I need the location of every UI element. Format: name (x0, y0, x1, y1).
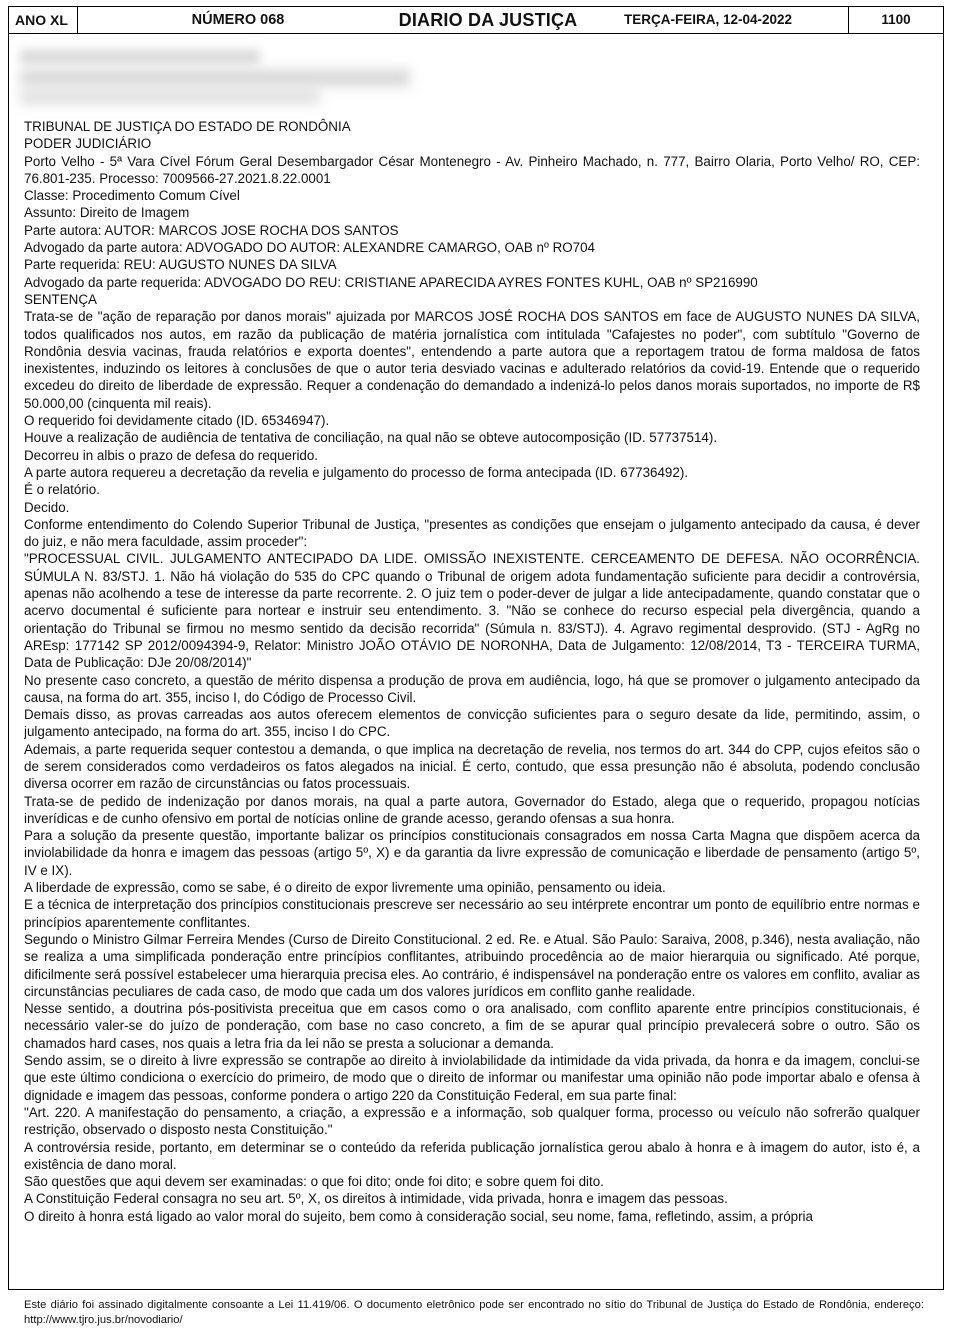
paragraph: Demais disso, as provas carreadas aos autos oferecem elementos de convicção suficientes para o seguro desate da lide, permitindo, assim, o julgamento antecipado, na forma do art. 355, inciso I do CPC. (24, 707, 920, 740)
paragraph: Sendo assim, se o direito à livre expressão se contrapõe ao direito à inviolabilidade da intimidade da vida privada, da honra e da imagem, conclui-se que este último condiciona o exercício do primeiro, de modo que o direito de informar ou manifestar uma opinião não pode importar abalo e ofensa à dignidade e imagem das pessoas, conforme pondera o artigo 220 da Constituição Federal, em sua parte final: (24, 1053, 920, 1103)
court-division: PODER JUDICIÁRIO (24, 136, 152, 152)
journal-title: DIARIO DA JUSTIÇA (398, 10, 578, 30)
section-heading: SENTENÇA (24, 291, 97, 307)
paragraph: Trata-se de "ação de reparação por danos morais" ajuizada por MARCOS JOSÉ ROCHA DOS SANTOS em face de AUGUSTO NUNES DA SILVA, todos qualificados nos autos, em razão da publicação de matéria jornalística com intitulada "Cafajestes no poder", com subtítulo "Governo de Rondônia desvia vacinas, frauda relatórios e exporta doentes", entendendo a parte autora que a reportagem tratou de forma maldosa de fatos inexistentes, induzindo os leitores à conclusões de que o autor teria desviado vacinas e adulterado relatórios da covid-19. Entende que o requerido excedeu do direito de liberdade de expressão. Requer a condenação do demandado a indenizá-lo pelos danos morais suportados, no importe de R$ 50.000,00 (cinquenta mil reais). (24, 309, 920, 411)
paragraph: A Constituição Federal consagra no seu art. 5º, X, os direitos à intimidade, vida privada, honra e imagem das pessoas. (24, 1191, 728, 1207)
paragraph: Para a solução da presente questão, importante balizar os princípios constitucionais consagrados em nossa Carta Magna que dispõem acerca da inviolabilidade da honra e imagem das pessoas (artigo 5º, X) e da garantia da livre expressão de comunicação e liberdade de pensamento (artigo 5º, IV e IX). (24, 828, 920, 878)
plaintiff: Parte autora: AUTOR: MARCOS JOSE ROCHA DOS SANTOS (24, 222, 399, 238)
issue-date: TERÇA-FEIRA, 12-04-2022 (623, 12, 793, 27)
page-number: 1100 (848, 7, 944, 33)
paragraph: Conforme entendimento do Colendo Superior Tribunal de Justiça, "presentes as condições que ensejam o julgamento antecipado da causa, é dever do juiz, e não mera faculdade, assim proceder": (24, 516, 920, 550)
paragraph: A parte autora requereu a decretação da revelia e julgamento do processo de forma antecipada (ID. 67736492). (24, 464, 689, 480)
quoted-precedent: "PROCESSUAL CIVIL. JULGAMENTO ANTECIPADO DA LIDE. OMISSÃO INEXISTENTE. CERCEAMENTO DE DEFESA. NÃO OCORRÊNCIA. SÚMULA N. 83/STJ. 1. Não há violação do 535 do CPC quando o Tribunal de origem adota fundamentação suficiente para decidir a controvérsia, apenas não acolhendo a tese de interesse da parte recorrente. 2. O juiz tem o poder-dever de julgar a lide antecipadamente, quando constatar que o acervo documental é suficiente para nortear e instruir seu entendimento. 3. "Não se conhece do recurso especial pela divergência, quando a orientação do Tribunal se firmou no mesmo sentido da decisão recorrida" (Súmula n. 83/STJ). 4. Agravo regimental desprovido. (STJ - AgRg no AREsp: 177142 SP 2012/0094394-9, Relator: Ministro JOÃO OTÁVIO DE NORONHA, Data de Julgamento: 12/08/2014, T3 - TERCEIRA TURMA, Data de Publicação: DJe 20/08/2014)" (24, 551, 920, 671)
paragraph: Ademais, a parte requerida sequer contestou a demanda, o que implica na decretação de revelia, nos termos do art. 344 do CPP, cujos efeitos são o de serem considerados como verdadeiros os fatos alegados na inicial. É certo, contudo, que essa presunção não é absoluta, podendo conclusão diversa ocorrer em razão de circunstâncias ou fatos processuais. (24, 741, 920, 792)
case-subject: Assunto: Direito de Imagem (24, 205, 190, 221)
paragraph: Trata-se de pedido de indenização por danos morais, na qual a parte autora, Governador do Estado, alega que o requerido, propagou notícias inverídicas e de cunho ofensivo em portal de notícias online de grande acesso, gerando ofensas a sua honra. (24, 793, 920, 826)
page-footer: Este diário foi assinado digitalmente consoante a Lei 11.419/06. O documento eletrônico pode ser encontrado no sítio do Tribunal de Justiça do Estado de Rondônia, endereço: http://www.tjro.jus.br/novodiario/ (24, 1299, 924, 1326)
paragraph: A liberdade de expressão, como se sabe, é o direito de expor livremente uma opinião, pensamento ou ideia. (24, 880, 666, 896)
issue-number: NÚMERO 068 (191, 12, 285, 28)
paragraph: No presente caso concreto, a questão de mérito dispensa a produção de prova em audiência, logo, há que se promover o julgamento antecipado da causa, na forma do art. 355, inciso I, do Código de Processo Civil. (24, 672, 920, 705)
paragraph: Houve a realização de audiência de tentativa de conciliação, na qual não se obteve autocomposição (ID. 57737514). (24, 430, 718, 446)
paragraph: É o relatório. (24, 482, 100, 498)
paragraph: São questões que aqui devem ser examinadas: o que foi dito; onde foi dito; e sobre quem foi dito. (24, 1174, 604, 1190)
defendant-lawyer: Advogado da parte requerida: ADVOGADO DO REU: CRISTIANE APARECIDA AYRES FONTES KUHL, OAB nº SP216990 (24, 274, 758, 290)
case-class: Classe: Procedimento Comum Cível (24, 188, 240, 204)
paragraph: O requerido foi devidamente citado (ID. 65346947). (24, 413, 330, 429)
paragraph: Segundo o Ministro Gilmar Ferreira Mendes (Curso de Direito Constitucional. 2 ed. Re. e Atual. São Paulo: Saraiva, 2008, p.346), nesta avaliação, não se realiza a uma simplificada ponderação entre princípios conflitantes, atribuindo procedência ao de maior hierarquia ou significado. Até porque, dificilmente será possível estabelecer uma hierarquia precisa eles. Ao contrário, é indispensável na ponderação entre os valores em conflito, avaliar as circunstâncias peculiares de cada caso, de modo que cada um dos valores jurídicos em conflito ganhe realidade. (24, 931, 920, 999)
paragraph: A controvérsia reside, portanto, em determinar se o conteúdo da referida publicação jornalística gerou abalo à honra e à imagem do autor, isto é, a existência de dano moral. (24, 1139, 920, 1172)
page-header (8, 6, 944, 34)
paragraph: E a técnica de interpretação dos princípios constitucionais prescreve ser necessário ao seu intérprete encontrar um ponto de equilíbrio entre normas e princípios aparentemente conflitantes. (24, 897, 920, 930)
quoted-article: "Art. 220. A manifestação do pensamento, a criação, a expressão e a informação, sob qualquer forma, processo ou veículo não sofrerão qualquer restrição, observado o disposto nesta Constituição." (24, 1104, 920, 1138)
defendant: Parte requerida: REU: AUGUSTO NUNES DA SILVA (24, 257, 337, 273)
paragraph: Decorreu in albis o prazo de defesa do requerido. (24, 447, 319, 463)
paragraph: O direito à honra está ligado ao valor moral do sujeito, bem como à consideração social, seu nome, fama, refletindo, assim, a própria (24, 1208, 813, 1224)
document-body (24, 118, 920, 1270)
redacted-block (20, 48, 410, 108)
court-name: TRIBUNAL DE JUSTIÇA DO ESTADO DE RONDÔNIA (24, 119, 351, 134)
plaintiff-lawyer: Advogado da parte autora: ADVOGADO DO AUTOR: ALEXANDRE CAMARGO, OAB nº RO704 (24, 240, 596, 256)
year-label: ANO XL (8, 7, 78, 33)
paragraph: Nesse sentido, a doutrina pós-positivista preceitua que em casos como o ora analisado, com conflito aparente entre princípios constitucionais, é necessário valer-se do juízo de ponderação, com base no caso concreto, a fim de se apurar qual princípio prevalecerá sobre o outro. São os chamados hard cases, nos quais a letra fria da lei não se presta a solucionar a demanda. (24, 1001, 920, 1051)
court-address: Porto Velho - 5ª Vara Cível Fórum Geral Desembargador César Montenegro - Av. Pinheiro Machado, n. 777, Bairro Olaria, Porto Velho/ RO, CEP: 76.801-235. Processo: 7009566-27.2021.8.22.0001 (24, 153, 920, 186)
paragraph: Decido. (24, 499, 70, 515)
